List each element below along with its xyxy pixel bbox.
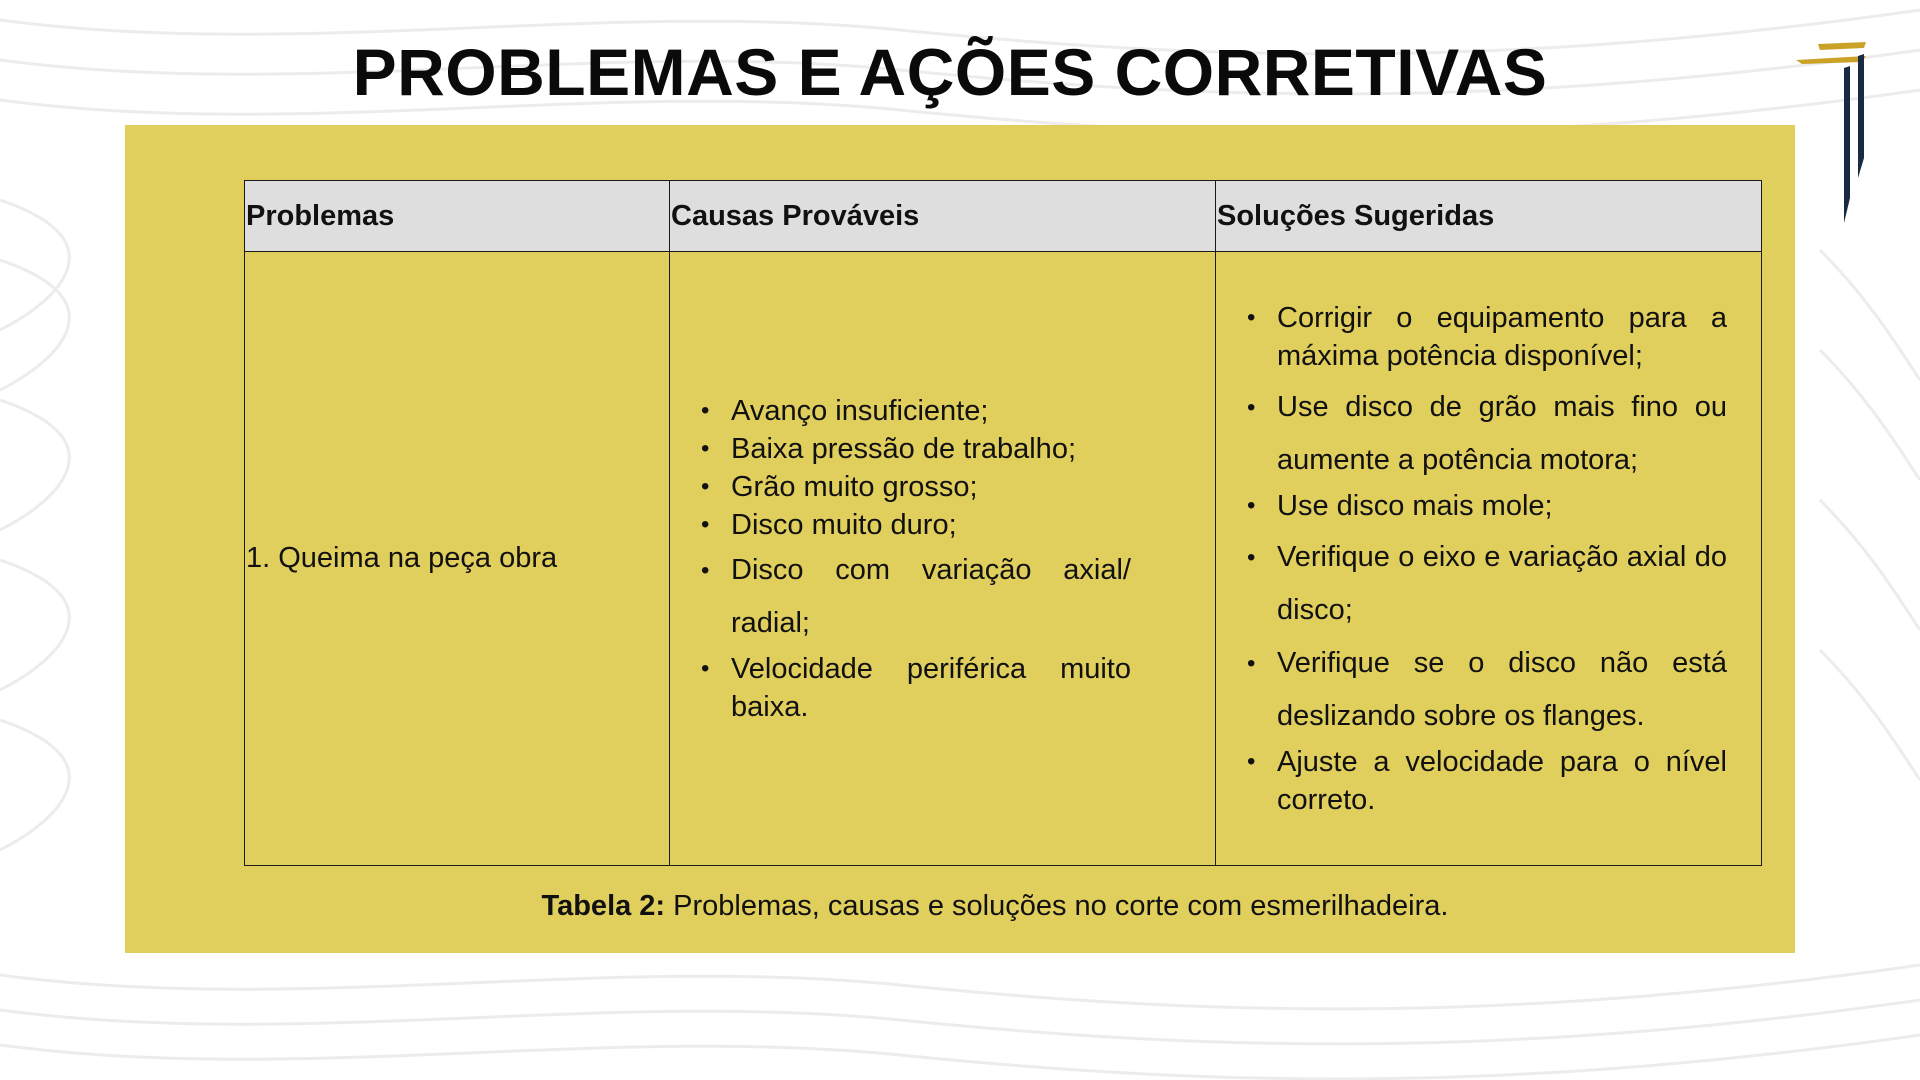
caption-label: Tabela 2: — [541, 890, 666, 922]
header-causes: Causas Prováveis — [670, 181, 1216, 252]
list-item: • Corrigir o equipamento para a máxima potência disponível; — [1277, 299, 1727, 375]
list-item: • Disco muito duro; — [731, 506, 1131, 544]
company-logo — [1796, 38, 1866, 228]
causes-list — [731, 392, 1131, 726]
header-solutions: Soluções Sugeridas — [1216, 181, 1762, 252]
list-item: • Baixa pressão de trabalho; — [731, 430, 1131, 468]
caption-text: Problemas, causas e soluções no corte com esmerilhadeira. — [673, 890, 1449, 922]
list-item: • Verifique se o disco não está deslizando sobre os flanges. — [1277, 637, 1727, 743]
list-item: • Use disco de grão mais fino ou aumente a potência motora; — [1277, 381, 1727, 487]
causes-cell — [670, 252, 1216, 866]
list-item: • Velocidade periférica muito baixa. — [731, 650, 1131, 726]
list-item: • Ajuste a velocidade para o nível correto. — [1277, 743, 1727, 819]
table-header-row — [245, 181, 1762, 252]
solutions-list — [1277, 299, 1727, 819]
list-item: • Disco com variação axial/ radial; — [731, 544, 1131, 650]
problems-table — [244, 180, 1762, 866]
problem-cell: 1. Queima na peça obra — [245, 252, 670, 866]
page-title: PROBLEMAS E AÇÕES CORRETIVAS — [352, 35, 1548, 109]
table-row — [245, 252, 1762, 866]
table-caption — [125, 890, 1795, 923]
content-panel — [125, 125, 1795, 953]
header-problems: Problemas — [245, 181, 670, 252]
list-item: • Use disco mais mole; — [1277, 487, 1727, 525]
solutions-cell — [1216, 252, 1762, 866]
list-item: • Verifique o eixo e variação axial do disco; — [1277, 531, 1727, 637]
list-item: • Grão muito grosso; — [731, 468, 1131, 506]
list-item: • Avanço insuficiente; — [731, 392, 1131, 430]
